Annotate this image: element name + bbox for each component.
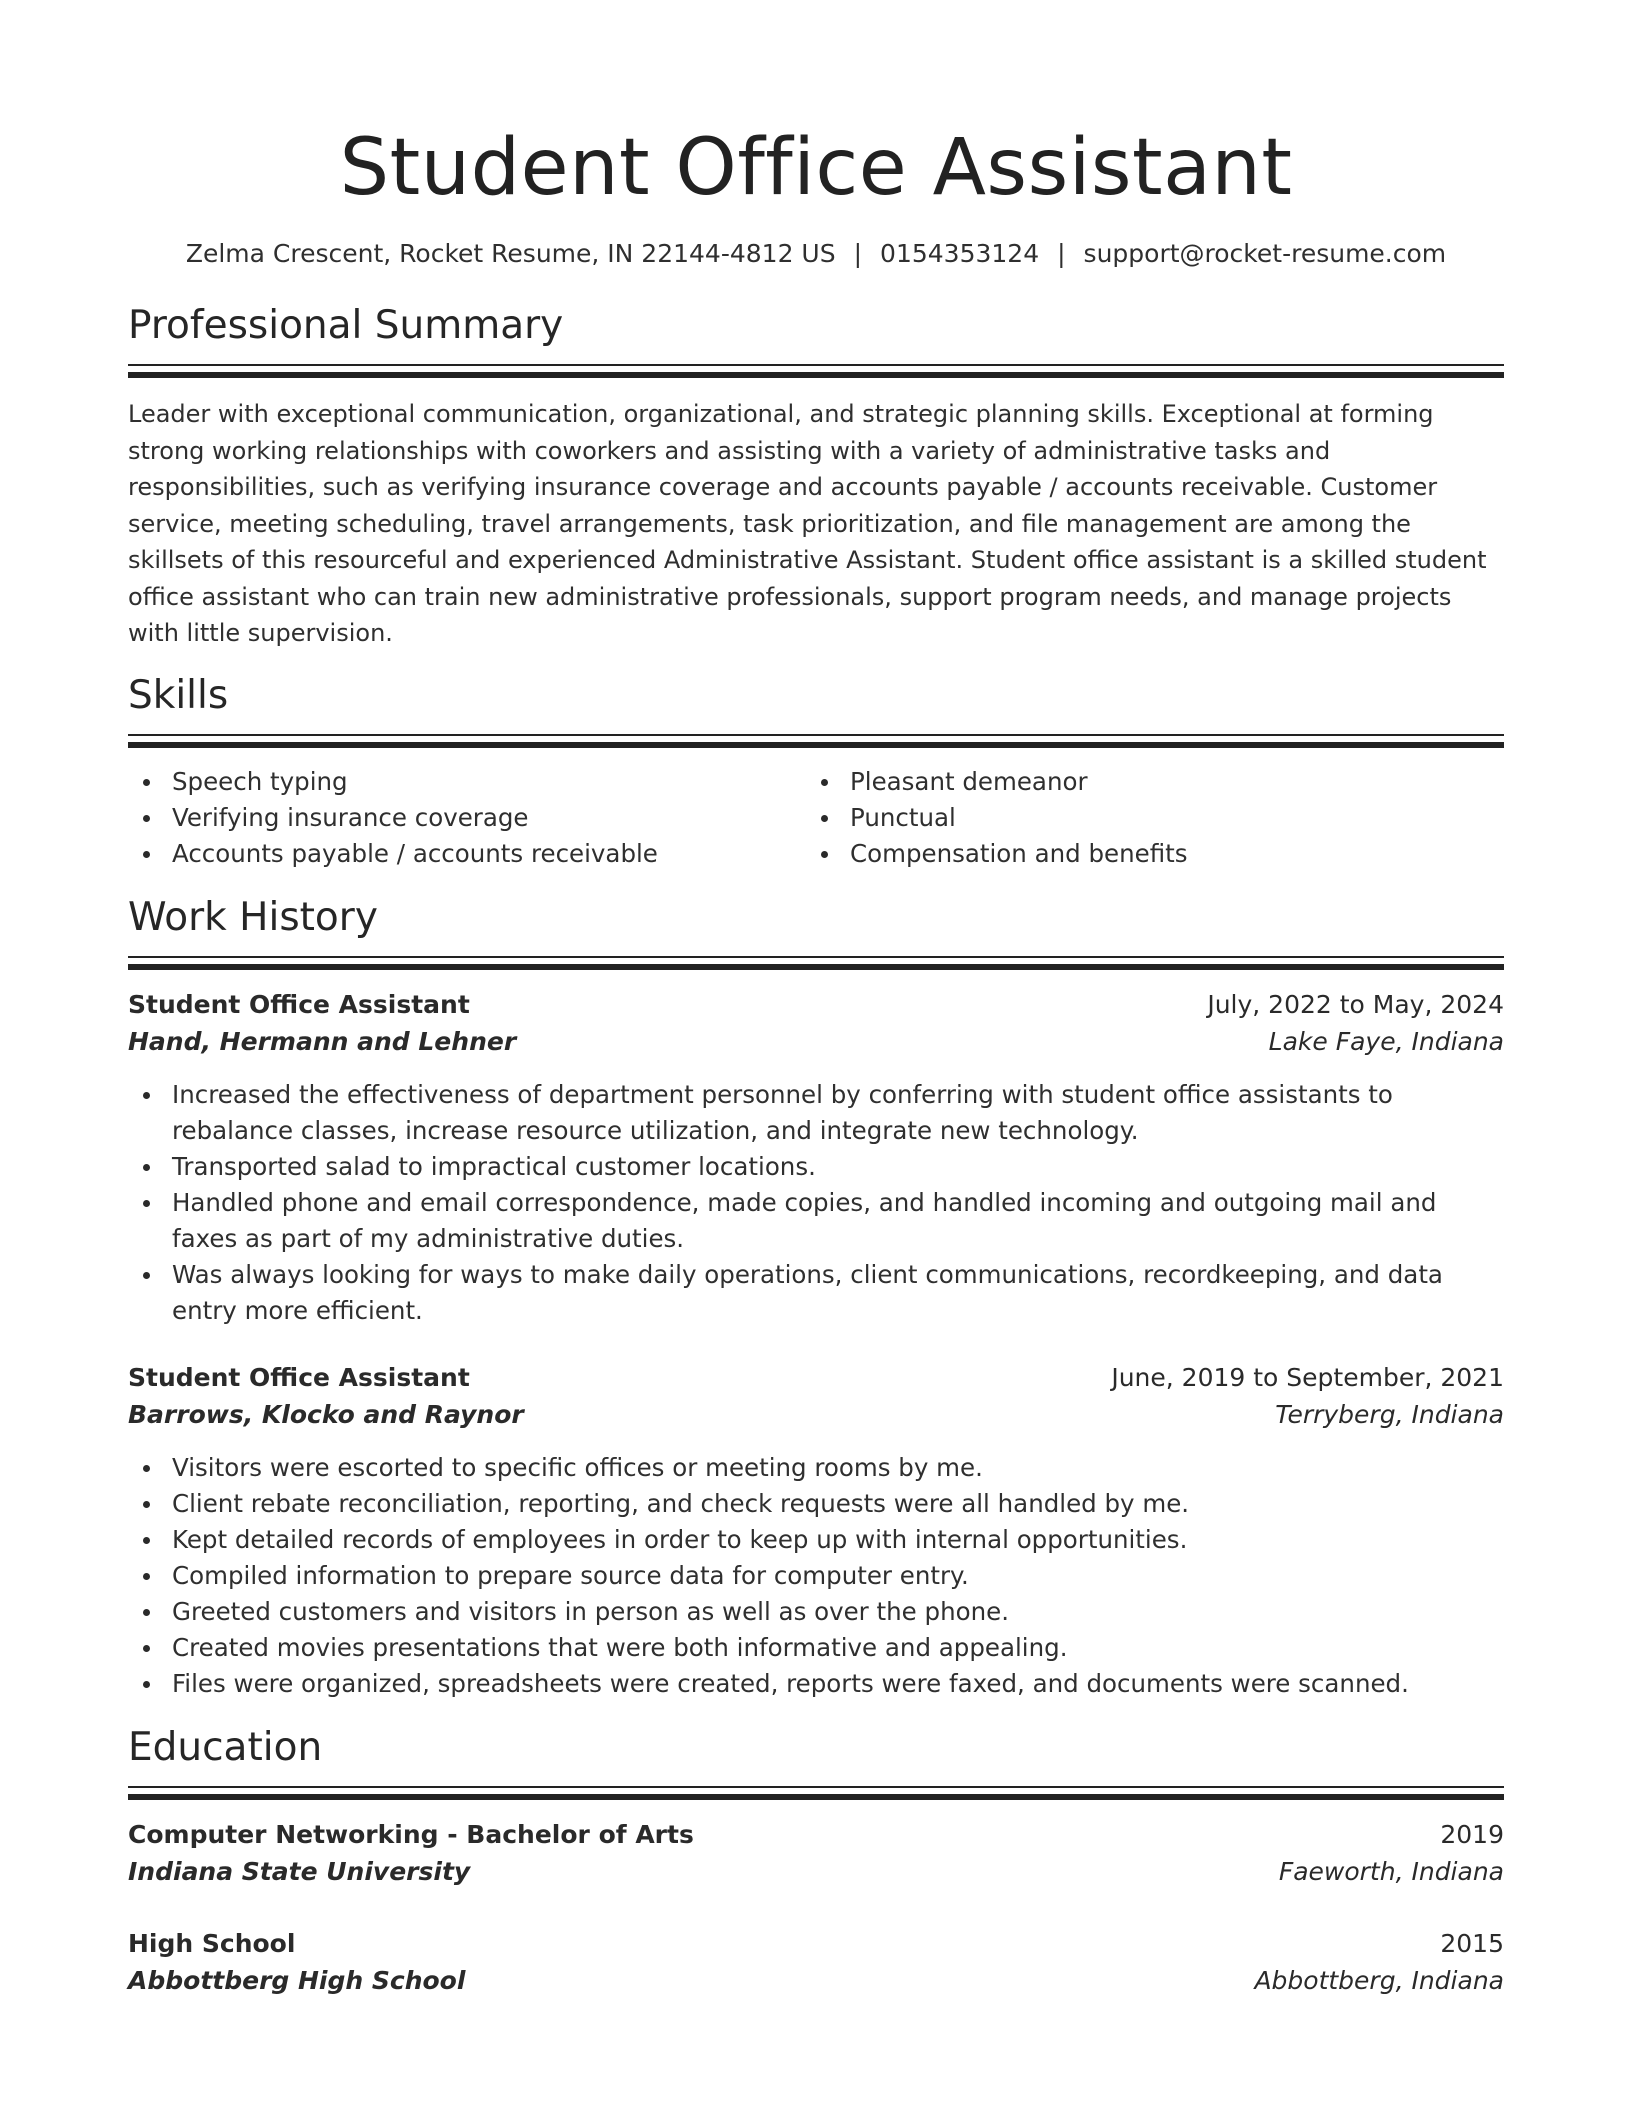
summary-text: Leader with exceptional communication, organizational, and strategic planning skills. Exceptional at forming strong working relationships with coworkers and assisting with a variety of administrative tasks and responsibilities, such as verifying insurance coverage and accounts payable / accounts receivable. Customer service, meeting scheduling, travel arrangements, task prioritization, and file management are among the skillsets of this resourceful and experienced Administrative Assistant. Student office assistant is a skilled student office assistant who can train new administrative professionals, support program needs, and manage projects with little supervision. — [128, 400, 1487, 647]
job-company: Hand, Hermann and Lehner — [128, 1026, 517, 1056]
job-bullet: Was always looking for ways to make daily operations, client communications, recordkeeping, and data entry more efficient. — [128, 1257, 1504, 1329]
job-entry — [128, 1359, 1504, 1702]
skills-section — [128, 672, 1504, 872]
skill-item: Accounts payable / accounts receivable — [128, 836, 806, 872]
contact-phone: 0154353124 — [880, 239, 1040, 268]
section-rule — [128, 734, 1504, 736]
work-section — [128, 894, 1504, 1702]
job-header-row — [128, 1359, 1504, 1396]
job-bullet: Files were organized, spreadsheets were created, reports were faxed, and documents were scanned. — [128, 1666, 1504, 1702]
job-bullet: Greeted customers and visitors in person as well as over the phone. — [128, 1594, 1504, 1630]
skills-columns — [128, 764, 1504, 872]
section-rule-thick — [128, 742, 1504, 748]
job-company-row — [128, 1396, 1504, 1433]
skills-list-right — [806, 764, 1484, 872]
job-bullet: Transported salad to impractical customer locations. — [128, 1149, 1504, 1185]
section-rule-thick — [128, 1794, 1504, 1800]
education-school-row — [128, 1853, 1504, 1890]
skill-item: Punctual — [806, 800, 1484, 836]
section-rule — [128, 364, 1504, 366]
contact-email[interactable]: support@rocket-resume.com — [1083, 239, 1447, 268]
section-heading-work: Work History — [128, 894, 378, 940]
section-heading-education: Education — [128, 1724, 323, 1770]
skill-item: Speech typing — [128, 764, 806, 800]
job-bullet: Compiled information to prepare source data for computer entry. — [128, 1558, 1504, 1594]
job-bullet: Visitors were escorted to specific offices or meeting rooms by me. — [128, 1450, 1504, 1486]
job-company: Barrows, Klocko and Raynor — [128, 1399, 524, 1429]
contact-line — [128, 238, 1504, 270]
section-rule-thick — [128, 372, 1504, 378]
education-degree: High School — [128, 1928, 296, 1958]
contact-address: Zelma Crescent, Rocket Resume, IN 22144-4812 US — [185, 239, 836, 268]
section-heading-skills: Skills — [128, 672, 229, 718]
education-year: 2015 — [1440, 1928, 1504, 1958]
contact-separator: | — [853, 239, 863, 268]
job-entry — [128, 986, 1504, 1329]
skill-item: Verifying insurance coverage — [128, 800, 806, 836]
job-bullets — [128, 1450, 1504, 1702]
skills-list-left — [128, 764, 806, 872]
skill-item: Pleasant demeanor — [806, 764, 1484, 800]
section-rule — [128, 956, 1504, 958]
education-location: Abbottberg, Indiana — [1254, 1965, 1504, 1995]
job-bullet: Increased the effectiveness of department personnel by conferring with student office assistants to rebalance classes, increase resource utilization, and integrate new technology. — [128, 1077, 1504, 1149]
job-location: Lake Faye, Indiana — [1268, 1026, 1504, 1056]
job-company-row — [128, 1023, 1504, 1060]
education-entry — [128, 1925, 1504, 1999]
job-title: Student Office Assistant — [128, 989, 470, 1019]
section-rule — [128, 1786, 1504, 1788]
education-school: Indiana State University — [128, 1856, 471, 1886]
job-bullets — [128, 1077, 1504, 1329]
education-degree: Computer Networking - Bachelor of Arts — [128, 1819, 694, 1849]
education-header-row — [128, 1925, 1504, 1962]
section-rule-thick — [128, 964, 1504, 970]
resume-title: Student Office Assistant — [339, 123, 1293, 213]
section-heading-summary: Professional Summary — [128, 303, 564, 348]
education-school-row — [128, 1962, 1504, 1999]
job-location: Terryberg, Indiana — [1275, 1399, 1504, 1429]
job-title: Student Office Assistant — [128, 1362, 470, 1392]
education-school: Abbottberg High School — [128, 1965, 466, 1995]
education-year: 2019 — [1440, 1819, 1504, 1849]
education-header-row — [128, 1816, 1504, 1853]
education-entry — [128, 1816, 1504, 1890]
job-bullet: Client rebate reconciliation, reporting, and check requests were all handled by me. — [128, 1486, 1504, 1522]
job-bullet: Created movies presentations that were both informative and appealing. — [128, 1630, 1504, 1666]
job-header-row — [128, 986, 1504, 1023]
job-dates: July, 2022 to May, 2024 — [1207, 989, 1504, 1019]
education-section — [128, 1724, 1504, 1999]
summary-section — [128, 302, 1504, 652]
education-location: Faeworth, Indiana — [1278, 1856, 1504, 1886]
resume-page — [128, 0, 1504, 1999]
job-bullet: Handled phone and email correspondence, made copies, and handled incoming and outgoing mail and faxes as part of my administrative duties. — [128, 1185, 1504, 1257]
skill-item: Compensation and benefits — [806, 836, 1484, 872]
job-dates: June, 2019 to September, 2021 — [1111, 1362, 1504, 1392]
contact-separator: | — [1057, 239, 1066, 268]
job-bullet: Kept detailed records of employees in order to keep up with internal opportunities. — [128, 1522, 1504, 1558]
